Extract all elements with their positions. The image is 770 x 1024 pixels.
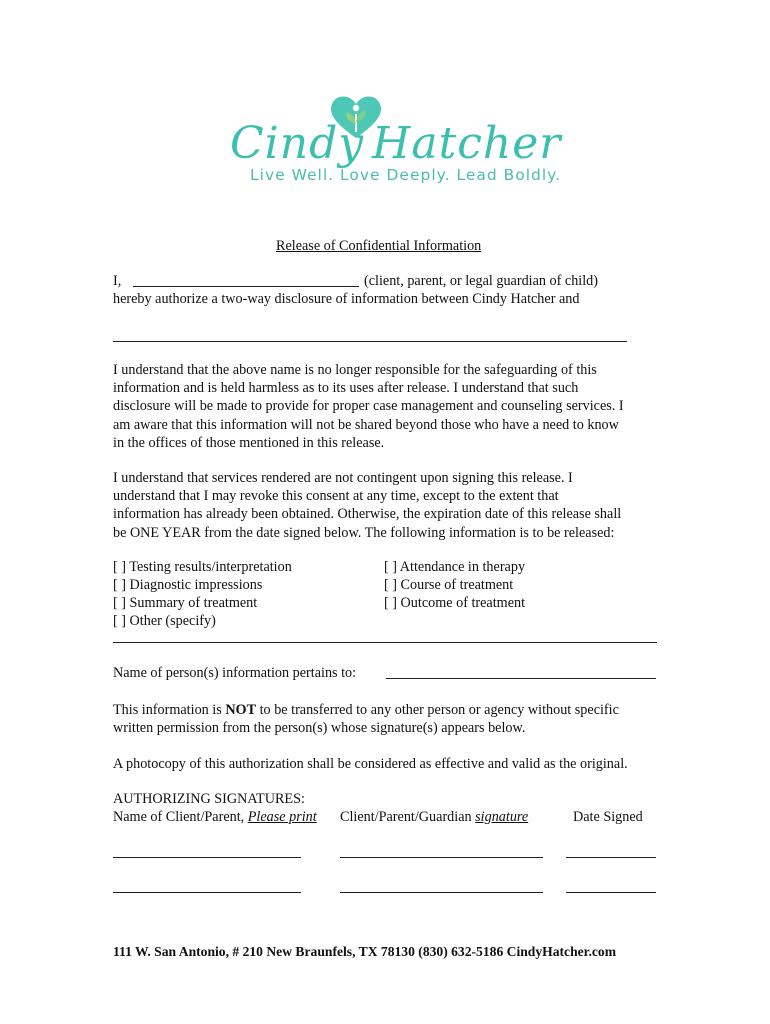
col-date-header: Date Signed bbox=[573, 809, 643, 825]
persons-name-field[interactable] bbox=[386, 678, 656, 679]
intro-line-2: hereby authorize a two-way disclosure of information between Cindy Hatcher and bbox=[113, 291, 580, 307]
transfer-pre: This information is bbox=[113, 702, 226, 718]
signature-field-2[interactable] bbox=[340, 892, 543, 893]
transfer-not: NOT bbox=[225, 702, 257, 718]
col2-emphasis: signature bbox=[475, 809, 529, 825]
checkbox-label: Summary of treatment bbox=[129, 595, 258, 611]
checkbox-mark[interactable]: [ ] bbox=[113, 559, 126, 575]
col-signature-header bbox=[340, 808, 528, 826]
signatures-heading: AUTHORIZING SIGNATURES: bbox=[113, 791, 305, 807]
checkbox-attendance[interactable] bbox=[384, 558, 525, 576]
checkbox-label: Other (specify) bbox=[129, 613, 216, 629]
paragraph-line: I understand that the above name is no longer responsible for the safeguarding of this bbox=[113, 362, 597, 378]
checkbox-mark[interactable]: [ ] bbox=[384, 595, 397, 611]
checkbox-testing-results[interactable] bbox=[113, 558, 292, 576]
print-name-field-2[interactable] bbox=[113, 892, 301, 893]
paragraph-harmless bbox=[113, 361, 663, 452]
signature-field-1[interactable] bbox=[340, 857, 543, 858]
paragraph-line: information and is held harmless as to its uses after release. I understand that such bbox=[113, 380, 579, 397]
paragraph-line: am aware that this information will not be shared beyond those who have a need to know bbox=[113, 416, 619, 433]
transfer-post: to be transferred to any other person or agency without specific bbox=[256, 702, 619, 718]
client-name-field[interactable] bbox=[133, 286, 359, 287]
paragraph-line: understand that I may revoke this consent at any time, except to the extent that bbox=[113, 488, 559, 505]
paragraph-line: be ONE YEAR from the date signed below. The following information is to be released: bbox=[113, 524, 615, 541]
checkbox-diagnostic-impressions[interactable] bbox=[113, 576, 262, 594]
cindy-hatcher-logo bbox=[226, 92, 562, 188]
checkbox-label: Attendance in therapy bbox=[399, 559, 526, 575]
col1-prefix: Name of Client/Parent, bbox=[113, 809, 248, 825]
logo-name-right: Hatcher bbox=[372, 118, 562, 169]
recipient-field[interactable] bbox=[113, 341, 627, 342]
footer-contact: 111 W. San Antonio, # 210 New Braunfels, TX 78130 (830) 632-5186 CindyHatcher.com bbox=[113, 944, 617, 959]
paragraph-line: I understand that services rendered are not contingent upon signing this release. I bbox=[113, 470, 573, 486]
col2-prefix: Client/Parent/Guardian bbox=[340, 809, 476, 825]
checkbox-summary-of-treatment[interactable] bbox=[113, 594, 257, 612]
paragraph-line: information has already been obtained. Otherwise, the expiration date of this release shall bbox=[113, 506, 622, 523]
checkbox-mark[interactable]: [ ] bbox=[384, 577, 397, 593]
intro-prefix: I, bbox=[113, 273, 122, 289]
date-field-2[interactable] bbox=[566, 892, 656, 893]
checkbox-mark[interactable]: [ ] bbox=[113, 595, 126, 611]
checkbox-course-of-treatment[interactable] bbox=[384, 576, 513, 594]
paragraph-line: disclosure will be made to provide for proper case management and counseling services. I bbox=[113, 398, 624, 415]
photocopy-statement: A photocopy of this authorization shall be considered as effective and valid as the original. bbox=[113, 756, 628, 772]
checkbox-mark[interactable]: [ ] bbox=[113, 613, 126, 629]
transfer-statement bbox=[113, 701, 619, 719]
persons-label: Name of person(s) information pertains to: bbox=[113, 665, 357, 681]
paragraph-consent bbox=[113, 469, 663, 542]
col-client-name-header bbox=[113, 808, 317, 826]
checkbox-other[interactable] bbox=[113, 612, 216, 630]
transfer-line-2: written permission from the person(s) whose signature(s) appears below. bbox=[113, 720, 526, 736]
intro-suffix: (client, parent, or legal guardian of child) bbox=[364, 273, 598, 289]
checkbox-label: Diagnostic impressions bbox=[129, 577, 263, 593]
other-specify-field[interactable] bbox=[113, 642, 657, 643]
document-title: Release of Confidential Information bbox=[276, 238, 482, 254]
checkbox-outcome-of-treatment[interactable] bbox=[384, 594, 525, 612]
paragraph-line: in the offices of those mentioned in this release. bbox=[113, 434, 385, 451]
checkbox-label: Outcome of treatment bbox=[400, 595, 526, 611]
checkbox-mark[interactable]: [ ] bbox=[384, 559, 397, 575]
checkbox-mark[interactable]: [ ] bbox=[113, 577, 126, 593]
print-name-field-1[interactable] bbox=[113, 857, 301, 858]
date-field-1[interactable] bbox=[566, 857, 656, 858]
logo-name-left: Cindy bbox=[230, 118, 365, 169]
col1-emphasis: Please print bbox=[247, 809, 317, 825]
checkbox-label: Course of treatment bbox=[400, 577, 514, 593]
checkbox-label: Testing results/interpretation bbox=[129, 559, 292, 575]
logo-tagline: Live Well. Love Deeply. Lead Boldly. bbox=[250, 166, 562, 184]
